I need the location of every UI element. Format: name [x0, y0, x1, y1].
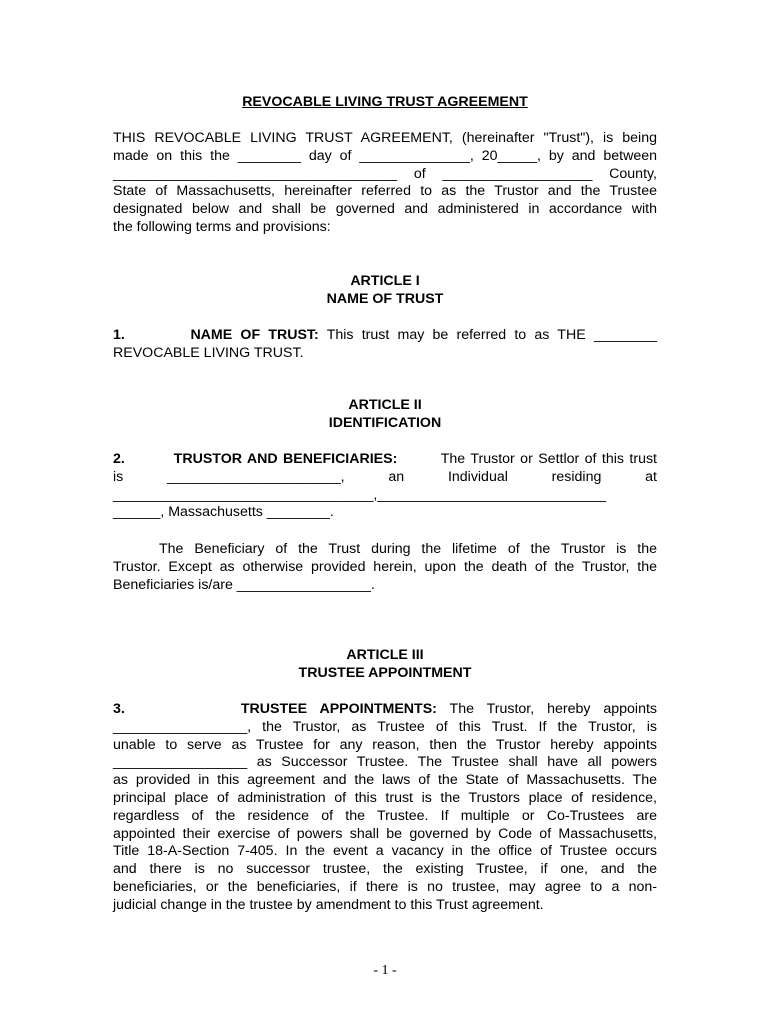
page-number: - 1 -	[373, 963, 397, 978]
section-number: 1.	[113, 327, 125, 343]
article-1-subheading: NAME OF TRUST	[326, 291, 444, 307]
paragraph-line: The Beneficiary of the Trust during the lifetime of the Trustor is the	[159, 541, 657, 557]
article-2-section	[113, 451, 657, 522]
article-3-line: _________________ as Successor Trustee. The Trustee shall have all powers	[113, 754, 657, 771]
article-3-line: as provided in this agreement and the laws of the State of Massachusetts. The	[113, 772, 657, 789]
intro-line: the following terms and provisions:	[113, 218, 331, 235]
section-number: 3.	[113, 701, 125, 717]
article-1-section	[113, 327, 657, 363]
article-2-line	[113, 451, 657, 469]
section-label: NAME OF TRUST:	[190, 327, 319, 343]
article-2-line: is ______________________, an Individual residing at	[113, 468, 657, 485]
intro-line: designated below and shall be governed and administered in accordance with	[113, 201, 657, 218]
section-number: 2.	[113, 451, 125, 467]
document-title: REVOCABLE LIVING TRUST AGREEMENT	[242, 94, 528, 110]
intro-line: THIS REVOCABLE LIVING TRUST AGREEMENT, (hereinafter "Trust"), is being	[113, 130, 657, 146]
article-3-line: appointed their exercise of powers shall be governed by Code of Massachusetts,	[113, 825, 657, 842]
article-3-line: regardless of the residence of the Trustee. If multiple or Co-Trustees are	[113, 807, 657, 824]
article-3-line	[113, 701, 657, 719]
section-text: The Trustor or Settlor of this trust	[440, 451, 657, 467]
article-1-line	[113, 327, 657, 345]
paragraph-line: Trustor. Except as otherwise provided herein, upon the death of the Trustor, the	[113, 558, 657, 575]
intro-line: made on this the ________ day of ______________, 20_____, by and between	[113, 147, 657, 164]
paragraph-line: Beneficiaries is/are _________________.	[113, 576, 375, 593]
section-text: This trust may be referred to as THE ________	[326, 327, 658, 343]
article-2-heading: ARTICLE II	[348, 397, 422, 413]
article-3-heading: ARTICLE III	[346, 647, 424, 663]
article-3-line: _________________, the Trustor, as Trustee of this Trust. If the Trustor, is	[113, 718, 657, 735]
intro-paragraph	[113, 130, 657, 237]
article-3-section	[113, 701, 657, 915]
section-label: TRUSTEE APPOINTMENTS:	[240, 701, 437, 717]
article-3-line: Title 18-A-Section 7-405. In the event a vacancy in the office of Trustee occurs	[113, 843, 657, 860]
article-3-subheading: TRUSTEE APPOINTMENT	[298, 665, 472, 681]
article-3-line: judicial change in the trustee by amendment to this Trust agreement.	[113, 896, 544, 913]
article-2-line: _________________________________,_____________________________	[113, 486, 607, 503]
article-3-line: principal place of administration of this trust is the Trustors place of residence,	[113, 789, 657, 806]
section-label: TRUSTOR AND BENEFICIARIES:	[173, 451, 398, 467]
intro-line: State of Massachusetts, hereinafter referred to as the Trustor and the Trustee	[113, 183, 657, 200]
article-1-line: REVOCABLE LIVING TRUST.	[113, 344, 304, 361]
article-3-line: beneficiaries, or the beneficiaries, if there is no trustee, may agree to a non-	[113, 878, 657, 895]
article-2-paragraph-2	[113, 541, 657, 594]
section-text: The Trustor, hereby appoints	[449, 701, 657, 717]
article-3-line: unable to serve as Trustee for any reason, then the Trustor hereby appoints	[113, 736, 657, 753]
intro-line: ____________________________________ of ___________________ County,	[113, 165, 657, 182]
article-1-heading: ARTICLE I	[350, 273, 420, 289]
article-3-line: and there is no successor trustee, the existing Trustee, if one, and the	[113, 861, 657, 878]
article-2-subheading: IDENTIFICATION	[328, 415, 442, 431]
article-2-line: ______, Massachusetts ________.	[113, 504, 334, 521]
